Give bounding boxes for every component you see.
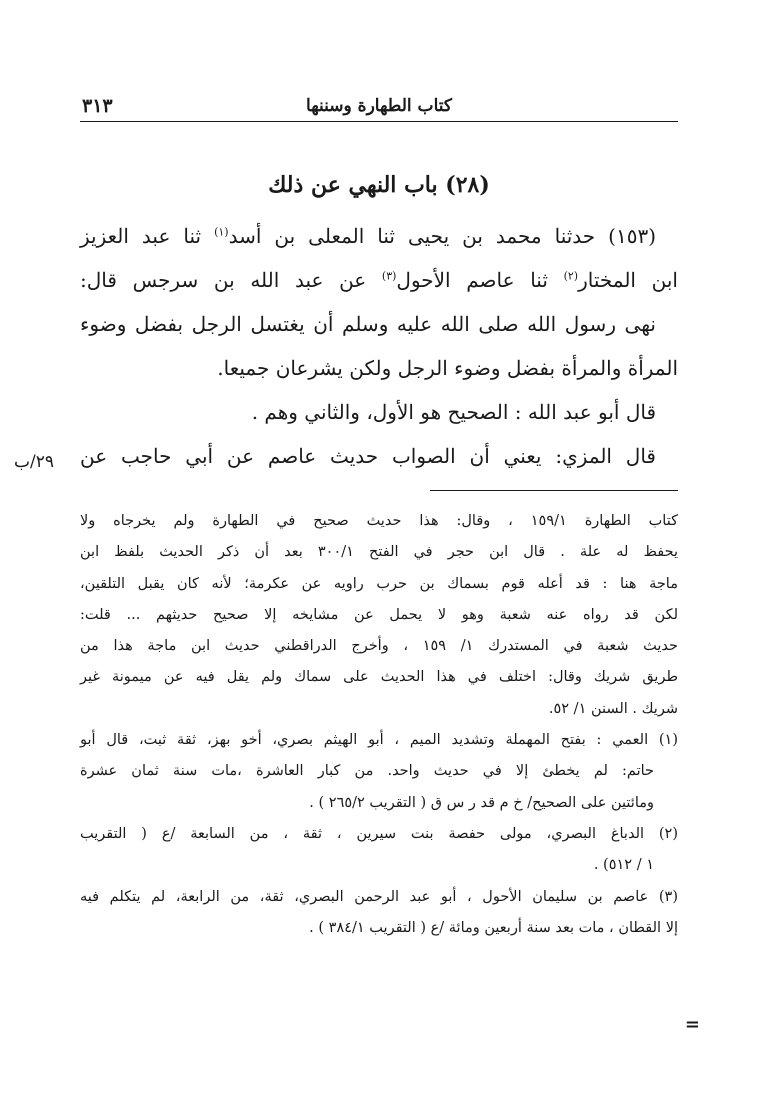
hadith-text <box>80 214 678 478</box>
header-title: كتاب الطهارة وسننها <box>306 96 452 116</box>
footnote-line: كتاب الطهارة ١٥٩/١ ، وقال: هذا حديث صحيح في الطهارة ولم يخرجاه ولا <box>80 513 678 529</box>
footnote-1-line: (١) العمي : بفتح المهملة وتشديد الميم ، أبو الهيثم بصري، أخو بهز، ثقة ثبت، قال أبو <box>80 732 678 749</box>
footnote-line: لكن قد رواه عنه شعبة وهو لا يحمل عن مشايخه إلا صحيح حديثهم ... قلت: <box>80 606 678 623</box>
footnote-ref: (٣) <box>381 269 397 283</box>
footnote-3-line: إلا القطان ، مات بعد سنة أربعين ومائة /ع ( التقريب ٣٨٤/١ ) . <box>309 919 678 936</box>
footnote-ref: (١) <box>214 225 229 239</box>
footnote-ref: (٢) <box>563 269 579 283</box>
footnote-line: حديث شعبة في المستدرك ١/ ١٥٩ ، وأخرج الدراقطني حديث ابن ماجة هذا من <box>80 638 678 655</box>
footnote-line: شريك . السنن ١/ ٥٢. <box>548 700 678 717</box>
hadith-line: المرأة والمرأة بفضل وضوء الرجل ولكن يشرعان جميعا. <box>217 356 678 380</box>
footnote-line: ماجة هنا : قد أعله قوم بسماك بن حرب راويه عن عكرمة؛ لأنه كان يقبل التلقين، <box>80 575 678 592</box>
margin-folio-note: ٢٩/ب <box>14 452 54 472</box>
footnotes <box>80 506 700 1035</box>
page-number: ٣١٣ <box>82 95 113 117</box>
footnote-1-line: حاتم: لم يخطئ إلا في حديث واحد. من كبار العاشرة ،مات سنة ثمان عشرة <box>80 763 654 780</box>
footnote-line: طريق شريك وقال: اختلف في هذا الحديث على سماك ولم يقل فيه عن ميمونة غير <box>80 669 678 686</box>
footnote-2-line: (٢) الدباغ البصري، مولى حفصة بنت سيرين ، ثقة ، من السابعة /ع ( التقريب <box>80 825 678 842</box>
continuation-mark: = <box>684 1014 700 1035</box>
hadith-line: نهى رسول الله صلى الله عليه وسلم أن يغتسل الرجل بفضل وضوء <box>80 312 656 336</box>
footnote-3-line: (٣) عاصم بن سليمان الأحول ، أبو عبد الرحمن البصري، ثقة، من الرابعة، لم يتكلم فيه <box>80 888 678 905</box>
hadith-line: قال المزي: يعني أن الصواب حديث عاصم عن أبي حاجب عن <box>80 444 656 468</box>
running-header <box>80 93 678 122</box>
hadith-line: ابن المختار$^{(٢)}$ ثنا عاصم الأحول$^{(٣)}$ عن عبد الله بن سرجس قال: <box>80 268 678 292</box>
hadith-line: (١٥٣) حدثنا محمد بن يحيى ثنا المعلى بن أسد$^{(١)}$ ثنا عبد العزيز <box>80 224 656 248</box>
footnote-2-line: ١ / ٥١٢) . <box>593 857 654 874</box>
footnote-rule <box>430 490 678 491</box>
hadith-line: قال أبو عبد الله : الصحيح هو الأول، والثاني وهم . <box>251 400 656 424</box>
footnote-line: يحفظ له علة . قال ابن حجر في الفتح ٣٠٠/١ بعد أن ذكر الحديث بلفظ ابن <box>80 544 678 561</box>
chapter-title: (٢٨) باب النهي عن ذلك <box>268 172 490 198</box>
footnote-1-line: ومائتين على الصحيح/ خ م قد ر س ق ( التقريب ٢٦٥/٢ ) . <box>309 794 654 811</box>
